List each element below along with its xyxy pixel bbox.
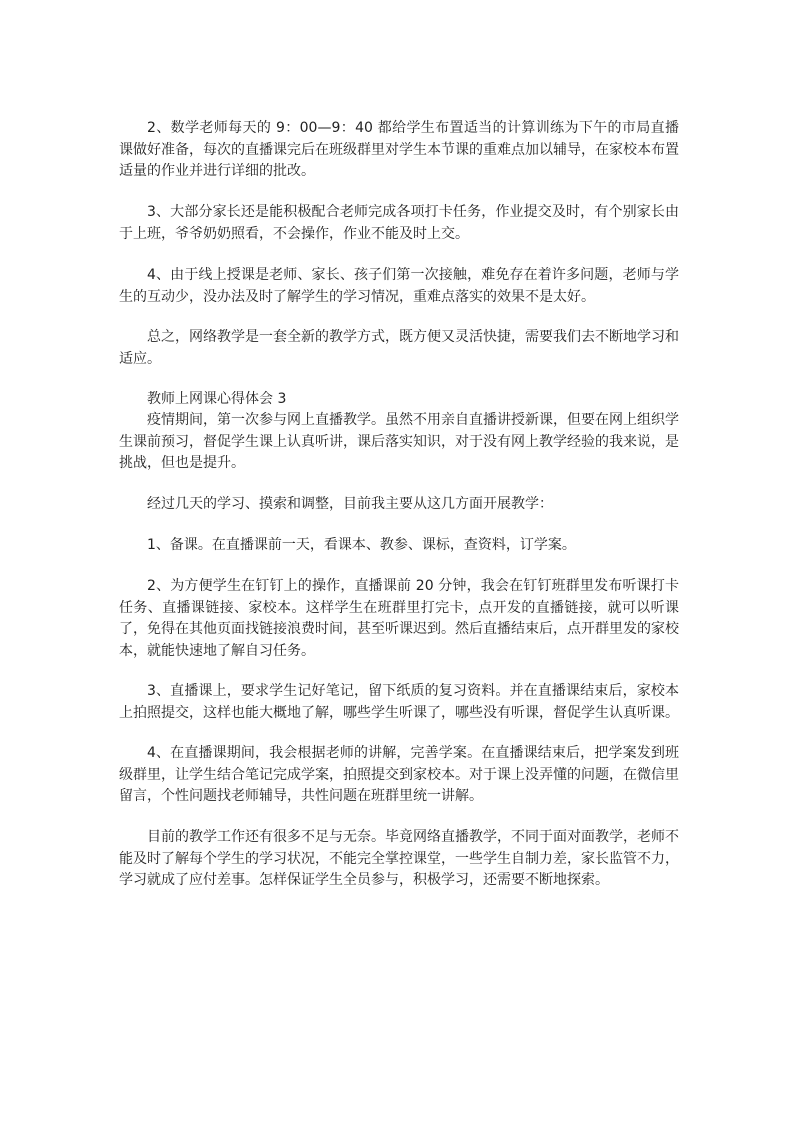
paragraph-approach-intro: 经过几天的学习、摸索和调整，目前我主要从这几方面开展教学： bbox=[147, 496, 553, 512]
paragraph-summary: 总之，网络教学是一套全新的教学方式，既方便又灵活快捷，需要我们去不断地学习和适应。 bbox=[119, 329, 679, 367]
paragraph-dingtalk-tasks: 2、为方便学生在钉钉上的操作，直播课前 20 分钟，我会在钉钉班群里发布听课打卡任务、直播课链接、家校本。这样学生在班群里打完卡，点开发的直播链接，就可以听课了，免得在其他页面找链接浪费时间，甚至听课迟到。然后直播结束后，点开群里发的家校本，就能快速地了解自习任务。 bbox=[119, 578, 679, 659]
paragraph-notes-review: 3、直播课上，要求学生记好笔记，留下纸质的复习资料。并在直播课结束后，家校本上拍照提交，这样也能大概地了解，哪些学生听课了，哪些没有听课，督促学生认真听课。 bbox=[119, 683, 679, 721]
paragraph-learning-plan: 4、在直播课期间，我会根据老师的讲解，完善学案。在直播课结束后，把学案发到班级群里，让学生结合笔记完成学案，拍照提交到家校本。对于课上没弄懂的问题，在微信里留言，个性问题找老师辅导，共性问题在班群里统一讲解。 bbox=[119, 745, 679, 804]
paragraph-math-teacher: 2、数学老师每天的 9：00—9：40 都给学生布置适当的计算训练为下午的市局直播课做好准备，每次的直播课完后在班级群里对学生本节课的重难点加以辅导，在家校本布置适量的作业并进行详细的批改。 bbox=[119, 120, 679, 179]
section-title: 教师上网课心得体会 3 bbox=[147, 391, 287, 407]
paragraph-lesson-prep: 1、备课。在直播课前一天，看课本、教参、课标，查资料，订学案。 bbox=[147, 537, 576, 553]
paragraph-parents-cooperation: 3、大部分家长还是能积极配合老师完成各项打卡任务，作业提交及时，有个别家长由于上班，爷爷奶奶照看，不会操作，作业不能及时上交。 bbox=[119, 204, 679, 242]
paragraph-online-issues: 4、由于线上授课是老师、家长、孩子们第一次接触，难免存在着许多问题，老师与学生的互动少，没办法及时了解学生的学习情况，重难点落实的效果不是太好。 bbox=[119, 267, 679, 305]
paragraph-shortcomings: 目前的教学工作还有很多不足与无奈。毕竟网络直播教学，不同于面对面教学，老师不能及时了解每个学生的学习状况，不能完全掌控课堂，一些学生自制力差，家长监管不力，学习就成了应付差事。怎样保证学生全员参与，积极学习，还需要不断地探索。 bbox=[119, 829, 679, 888]
paragraph-epidemic-intro: 疫情期间，第一次参与网上直播教学。虽然不用亲自直播讲授新课，但要在网上组织学生课前预习，督促学生课上认真听讲，课后落实知识，对于没有网上教学经验的我来说，是挑战，但也是提升。 bbox=[119, 412, 679, 471]
